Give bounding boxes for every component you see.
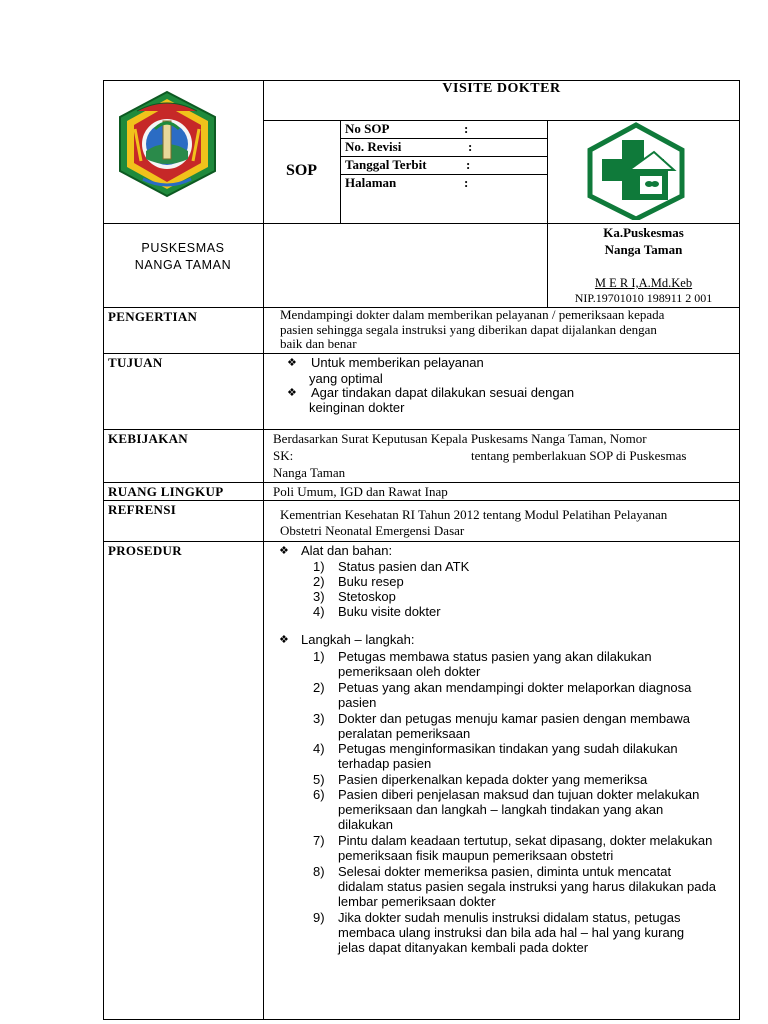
organization-line: PUSKESMAS — [141, 241, 225, 255]
sop-label: SOP — [285, 162, 318, 179]
alat-heading: Alat dan bahan: — [301, 543, 393, 558]
meta-label-halaman: Halaman — [345, 175, 397, 190]
langkah-heading: Langkah – langkah: — [301, 632, 415, 647]
langkah-item: Pintu dalam keadaan tertutup, sekat dipasang, dokter melakukan — [338, 833, 713, 848]
table-border — [547, 120, 548, 223]
list-number: 7) — [313, 833, 325, 848]
langkah-item: Jika dokter sudah menulis instruksi didalam status, petugas — [338, 910, 681, 925]
tujuan-item: keinginan dokter — [309, 400, 405, 415]
langkah-item: pemeriksaan fisik maupun pemeriksaan obstetri — [338, 848, 614, 863]
meta-sep: : — [468, 139, 473, 154]
alat-item: Buku visite dokter — [338, 604, 441, 619]
signature-name: M E R I,A.Md.Keb — [594, 276, 693, 290]
langkah-item: Petuas yang akan mendampingi dokter melaporkan diagnosa — [338, 680, 692, 695]
list-number: 1) — [313, 559, 325, 574]
langkah-item: Petugas membawa status pasien yang akan dilakukan — [338, 649, 652, 664]
langkah-item: pemeriksaan dan langkah – langkah tindakan yang akan — [338, 802, 664, 817]
column-divider — [263, 80, 264, 1020]
langkah-item: jelas dapat ditanyakan kembali pada dokter — [338, 940, 589, 955]
langkah-item: Pasien diperkenalkan kepada dokter yang memeriksa — [338, 772, 648, 787]
kebijakan-line: Berdasarkan Surat Keputusan Kepala Puskesams Nanga Taman, Nomor — [273, 431, 647, 446]
table-border — [103, 500, 740, 501]
table-border — [739, 80, 740, 1020]
kebijakan-line: Nanga Taman — [273, 465, 346, 480]
langkah-item: membaca ulang instruksi dan bila ada hal – hal yang kurang — [338, 925, 685, 940]
list-number: 6) — [313, 787, 325, 802]
tujuan-item: Untuk memberikan pelayanan — [311, 355, 484, 370]
list-number: 2) — [313, 680, 325, 695]
diamond-bullet-icon: ❖ — [287, 387, 297, 399]
list-number: 1) — [313, 649, 325, 664]
langkah-item: lembar pemeriksaan dokter — [338, 894, 496, 909]
document-title: VISITE DOKTER — [442, 81, 561, 96]
langkah-item: pasien — [338, 695, 377, 710]
meta-sep: : — [464, 175, 469, 190]
table-border — [103, 482, 740, 483]
puskesmas-cross-house-icon — [584, 122, 688, 220]
kebijakan-line: SK: — [273, 448, 294, 463]
list-number: 3) — [313, 589, 325, 604]
meta-sep: : — [464, 121, 469, 136]
table-border — [340, 120, 341, 223]
list-number: 2) — [313, 574, 325, 589]
tujuan-item: Agar tindakan dapat dilakukan sesuai dengan — [311, 385, 575, 400]
meta-label-no-revisi: No. Revisi — [345, 139, 402, 154]
signature-role-line: Nanga Taman — [604, 242, 683, 257]
pengertian-text — [280, 308, 664, 352]
refrensi-line: Kementrian Kesehatan RI Tahun 2012 tentang Modul Pelatihan Pelayanan — [280, 507, 668, 522]
table-border — [103, 80, 104, 1020]
table-border — [103, 429, 740, 430]
list-number: 3) — [313, 711, 325, 726]
tujuan-item: yang optimal — [309, 371, 383, 386]
langkah-item: didalam status pasien segala instruksi yang harus dilakukan pada — [338, 879, 716, 894]
table-border — [103, 353, 740, 354]
diamond-bullet-icon: ❖ — [279, 545, 289, 557]
langkah-item: Pasien diberi penjelasan maksud dan tujuan dokter melakukan — [338, 787, 700, 802]
section-label-refrensi: REFRENSI — [108, 502, 177, 517]
section-label-prosedur: PROSEDUR — [108, 543, 182, 558]
langkah-item: Selesai dokter memeriksa pasien, diminta untuk mencatat — [338, 864, 672, 879]
organization-line: NANGA TAMAN — [134, 258, 232, 272]
signature-role-line: Ka.Puskesmas — [603, 225, 684, 240]
list-number: 9) — [313, 910, 325, 925]
table-border — [263, 120, 740, 121]
list-number: 5) — [313, 772, 325, 787]
section-label-kebijakan: KEBIJAKAN — [108, 431, 188, 446]
signature-role — [547, 224, 740, 258]
list-number: 4) — [313, 741, 325, 756]
langkah-item: Petugas menginformasikan tindakan yang sudah dilakukan — [338, 741, 678, 756]
signature-nip: NIP.19701010 198911 2 001 — [574, 291, 713, 305]
section-label-ruang-lingkup: RUANG LINGKUP — [108, 484, 224, 499]
langkah-item: dilakukan — [338, 817, 393, 832]
ruang-lingkup-text: Poli Umum, IGD dan Rawat Inap — [273, 484, 448, 499]
list-number: 4) — [313, 604, 325, 619]
regency-emblem-icon — [115, 89, 220, 199]
organization-name — [103, 240, 263, 274]
meta-label-tanggal-terbit: Tanggal Terbit — [345, 157, 427, 172]
langkah-item: pemeriksaan oleh dokter — [338, 664, 481, 679]
alat-item: Buku resep — [338, 574, 404, 589]
text-line: baik dan benar — [280, 336, 357, 351]
text-line: Mendampingi dokter dalam memberikan pelayanan / pemeriksaan kepada — [280, 307, 665, 322]
table-border — [103, 541, 740, 542]
kebijakan-line: tentang pemberlakuan SOP di Puskesmas — [471, 448, 687, 463]
langkah-item: terhadap pasien — [338, 756, 432, 771]
meta-label-no-sop: No SOP — [345, 121, 390, 136]
text-line: pasien sehingga segala instruksi yang diberikan dapat dijalankan dengan — [280, 321, 657, 337]
diamond-bullet-icon: ❖ — [287, 357, 297, 369]
table-border — [103, 1019, 740, 1020]
diamond-bullet-icon: ❖ — [279, 634, 289, 646]
alat-item: Status pasien dan ATK — [338, 559, 470, 574]
section-label-tujuan: TUJUAN — [108, 355, 163, 370]
section-label-pengertian: PENGERTIAN — [108, 309, 198, 324]
langkah-item: peralatan pemeriksaan — [338, 726, 471, 741]
refrensi-line: Obstetri Neonatal Emergensi Dasar — [280, 523, 465, 538]
meta-sep: : — [466, 157, 471, 172]
alat-item: Stetoskop — [338, 589, 396, 604]
list-number: 8) — [313, 864, 325, 879]
sop-document — [103, 80, 740, 1020]
langkah-item: Dokter dan petugas menuju kamar pasien dengan membawa — [338, 711, 690, 726]
